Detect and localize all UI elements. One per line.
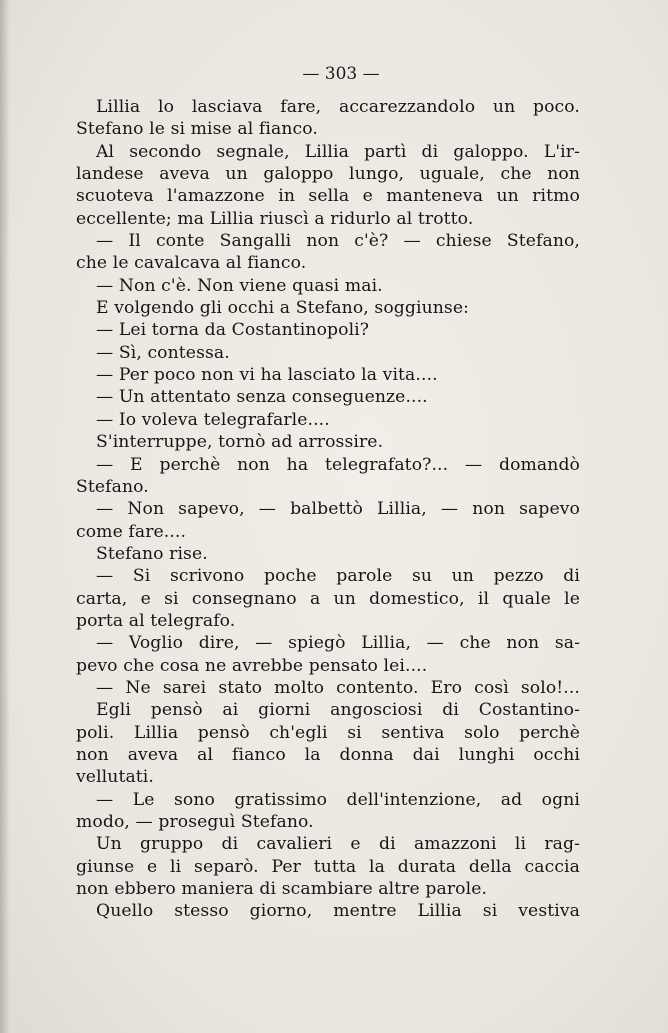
text-line: — Le sono gratissimo dell'intenzione, ad ogni [96,789,580,810]
text-line: Al secondo segnale, Lillia partì di galoppo. L'ir- [96,141,580,162]
body-text [76,96,580,923]
text-line: pevo che cosa ne avrebbe pensato lei.... [76,655,428,676]
text-line: — Per poco non vi ha lasciato la vita.... [96,365,438,386]
text-line: non ebbero maniera di scambiare altre parole. [76,879,488,900]
text-line: scuoteva l'amazzone in sella e manteneva un ritmo [76,186,580,207]
text-line: come fare.... [76,521,187,542]
text-line: — Sì, contessa. [96,342,230,363]
text-line: non aveva al fianco la donna dai lunghi occhi [76,744,580,765]
text-line: — Ne sarei stato molto contento. Ero così solo!... [96,677,580,698]
page-number: — 303 — [302,64,380,84]
text-line: E volgendo gli occhi a Stefano, soggiunse: [96,298,470,319]
text-line: Quello stesso giorno, mentre Lillia si vestiva [96,901,580,922]
text-line: vellutati. [76,767,154,788]
text-line: — Un attentato senza conseguenze.... [96,387,428,408]
text-line: — Si scrivono poche parole su un pezzo di [96,566,580,587]
text-line: carta, e si consegnano a un domestico, il quale le [76,588,580,609]
text-line: Stefano. [76,476,149,497]
text-line: Egli pensò ai giorni angosciosi di Costantino- [96,700,580,721]
text-line: Stefano le si mise al fianco. [76,119,318,140]
text-line: — Non sapevo, — balbettò Lillia, — non sapevo [96,499,580,520]
text-line: eccellente; ma Lillia riuscì a ridurlo al trotto. [76,208,474,229]
text-line: — Lei torna da Costantinopoli? [96,320,370,341]
text-line: Lillia lo lasciava fare, accarezzandolo un poco. [96,97,580,117]
text-line: modo, — proseguì Stefano. [76,812,314,832]
text-line: — E perchè non ha telegrafato?... — domandò [96,454,580,475]
text-line: — Il conte Sangalli non c'è? — chiese Stefano, [96,231,580,252]
text-line: — Io voleva telegrafarle.... [96,409,330,430]
text-line: porta al telegrafo. [76,610,236,631]
text-line: poli. Lillia pensò ch'egli si sentiva solo perchè [76,722,580,743]
text-line: che le cavalcava al fianco. [76,253,307,274]
page-binding-shadow [0,0,10,1033]
text-line: giunse e li separò. Per tutta la durata della caccia [76,856,580,877]
text-line: Un gruppo di cavalieri e di amazzoni li rag- [96,834,580,855]
text-line: landese aveva un galoppo lungo, uguale, che non [76,164,580,185]
text-line: S'interruppe, tornò ad arrossire. [96,432,384,453]
text-line: — Non c'è. Non viene quasi mai. [96,275,383,296]
text-line: Stefano rise. [96,543,208,564]
text-line: — Voglio dire, — spiegò Lillia, — che non sa- [96,633,580,654]
